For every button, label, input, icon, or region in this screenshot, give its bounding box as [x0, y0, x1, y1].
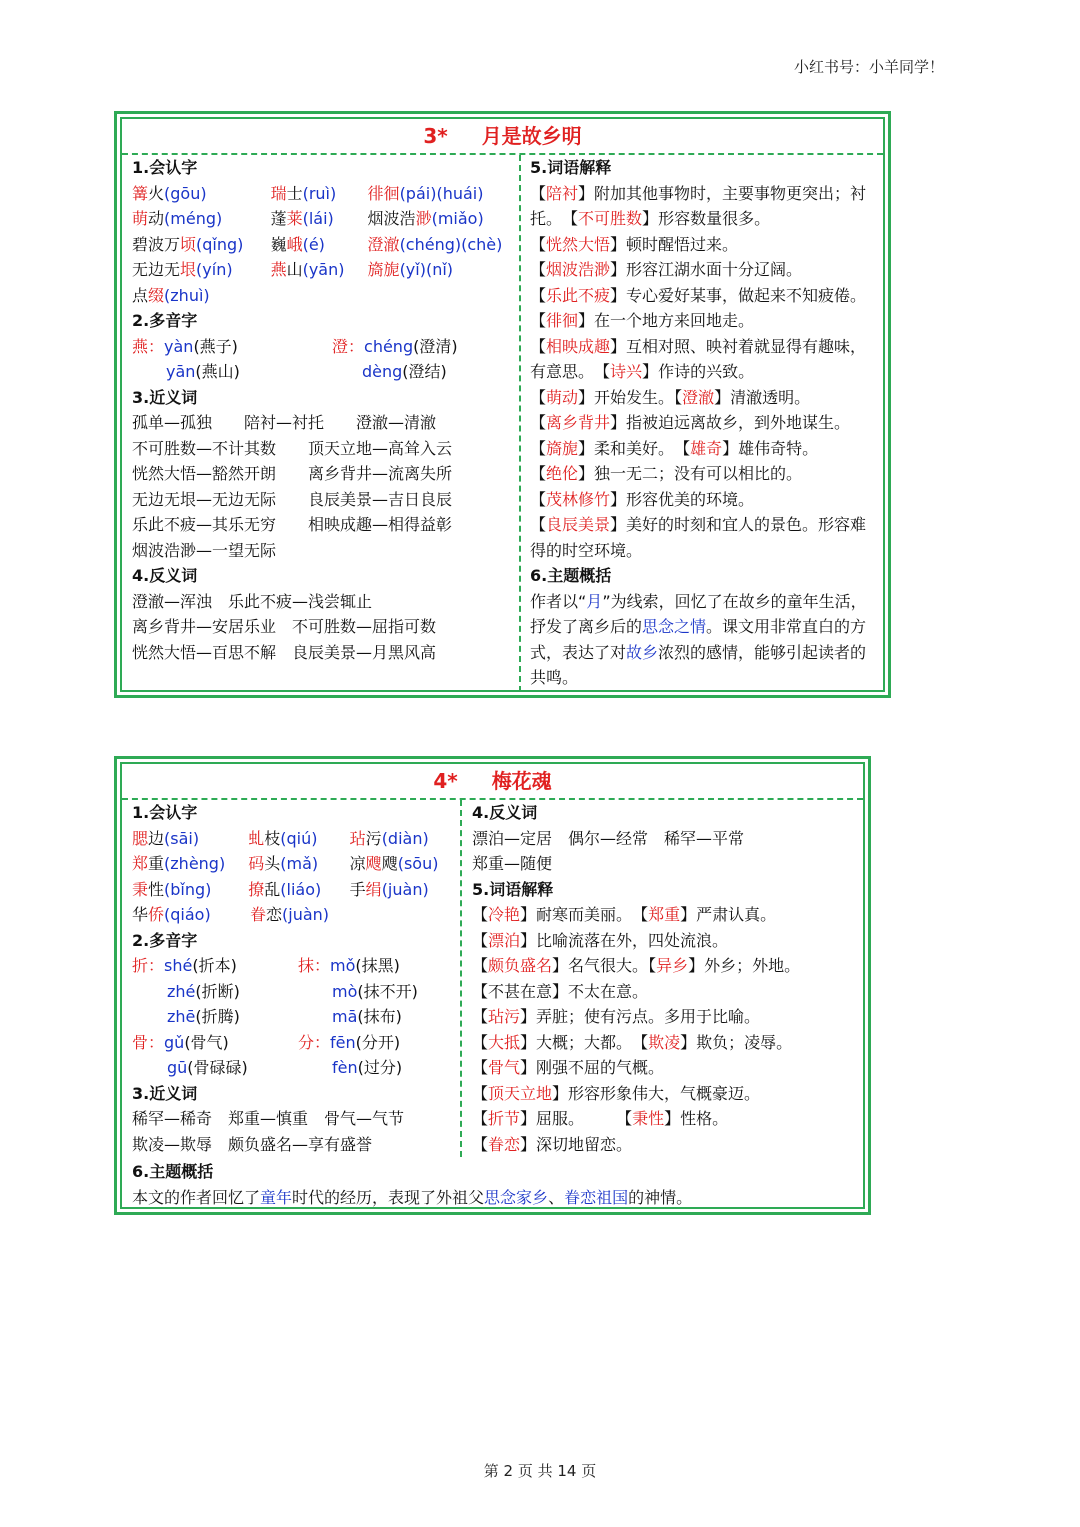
new-char: 侨 [148, 905, 165, 924]
lesson4-recognize-chars [132, 826, 458, 928]
definition: 【绝伦】独一无二；没有可以相比的。 [530, 464, 803, 483]
synonym-line: 恍然大悟—豁然开朗 离乡背井—流离失所 [132, 464, 453, 483]
new-char: 莱 [286, 209, 303, 228]
new-char: 绢 [365, 879, 382, 899]
lesson3-card [114, 111, 891, 698]
pinyin: (zhuì) [164, 285, 210, 305]
pinyin: (é) [302, 234, 325, 254]
char-row [132, 283, 516, 309]
definition: 【折节】屈服。 【秉性】性格。 [472, 1109, 729, 1128]
lesson3-theme: 作者以“月”为线索，回忆了在故乡的童年生活，抒发了离乡后的思念之情。课文用非常直白的方式，表达了对故乡浓烈的感情，能够引起读者的共鸣。 [530, 591, 867, 687]
lesson3-synonyms [132, 410, 516, 563]
lesson3-antonyms [132, 589, 516, 666]
char-item [248, 851, 349, 877]
char-suffix: 飕 [381, 854, 398, 873]
char-prefix: 无边无 [132, 260, 181, 279]
antonym-line: 澄澈—浑浊 乐此不疲—浅尝辄止 [132, 591, 373, 611]
char-item [132, 902, 250, 928]
definition: 【萌动】开始发生。【澄澈】清澈透明。 [530, 387, 811, 407]
definition: 【烟波浩渺】形容江湖水面十分辽阔。 [530, 260, 803, 279]
pinyin: (sāi) [164, 828, 200, 848]
char-prefix: 碧波万 [132, 234, 181, 254]
pinyin: (yín) [196, 260, 233, 279]
char-suffix: 性 [148, 879, 165, 899]
char-suffix: 山 [286, 260, 303, 279]
char-item [271, 257, 368, 283]
char-item [132, 206, 271, 232]
section-heading: 6.主题概括 [530, 566, 612, 585]
polyphone-row: zhé(折断) mò(抹不开) [167, 981, 418, 1001]
lesson4-title [122, 764, 863, 800]
char-suffix: 头 [264, 854, 281, 873]
new-char: 燕 [270, 260, 287, 279]
polyphone-row [132, 334, 516, 360]
pinyin: chéng [364, 336, 414, 356]
new-char: 篝 [132, 183, 149, 203]
definition: 【顶天立地】形容形象伟大，气概豪迈。 [472, 1083, 761, 1103]
new-char: 旖旎 [367, 260, 400, 279]
char-item [132, 181, 271, 207]
section-heading: 2.多音字 [132, 311, 198, 330]
polyphone-row [132, 359, 516, 385]
synonym-line: 稀罕—稀奇 郑重—慎重 骨气—气节 [132, 1109, 405, 1128]
char-item [248, 826, 349, 852]
char-item [132, 877, 248, 903]
synonym-line: 不可胜数—不计其数 顶天立地—高耸入云 [132, 438, 453, 458]
new-char: 缀 [148, 285, 165, 305]
lesson4-card [114, 756, 871, 1215]
definition: 【相映成趣】互相对照、映衬着就显得有趣味，有意思。 【诗兴】作诗的兴致。 [530, 336, 867, 381]
pinyin: (qiú) [280, 828, 318, 848]
char-row [132, 877, 458, 903]
new-char: 秉 [132, 879, 149, 899]
section-heading: 2.多音字 [132, 930, 198, 950]
new-char: 郑 [132, 854, 149, 873]
definition: 【良辰美景】美好的时刻和宜人的景色。形容难得的时空环境。 [530, 515, 867, 560]
char-item [271, 206, 368, 232]
lesson4-theme: 本文的作者回忆了童年时代的经历，表现了外祖父思念家乡、眷恋祖国的神情。 [132, 1187, 693, 1207]
char-prefix: 华 [132, 905, 149, 924]
definition: 【离乡背井】指被迫远离故乡，到外地谋生。 [530, 413, 851, 432]
lesson3-title-text: 月是故乡明 [481, 124, 582, 148]
char-suffix: 恋 [266, 905, 283, 924]
section-heading: 6.主题概括 [132, 1162, 214, 1181]
char-item [250, 902, 353, 928]
lesson3-divider [519, 155, 521, 692]
lesson3-recognize-chars [132, 181, 516, 309]
lesson4-title-text: 梅花魂 [491, 769, 552, 793]
pinyin: (qiáo) [164, 905, 211, 924]
new-char: 渺 [415, 209, 432, 228]
polyphone-char: 燕： [132, 336, 165, 356]
pinyin: (qǐng) [196, 234, 244, 254]
pinyin: (yān) [302, 260, 345, 279]
pinyin: (juàn) [282, 905, 330, 924]
pinyin: (zhèng) [164, 854, 226, 873]
section-heading: 3.近义词 [132, 387, 198, 407]
pinyin: (mǎ) [280, 854, 319, 873]
pinyin: (liáo) [280, 879, 322, 899]
example-word: (燕山) [195, 362, 240, 381]
synonym-line: 烟波浩渺—一望无际 [132, 540, 277, 560]
pinyin: (ruì) [302, 183, 337, 203]
pinyin: yān [166, 362, 196, 381]
example-word: (澄清) [413, 336, 458, 356]
lesson4-divider [460, 800, 462, 1157]
char-item [271, 232, 368, 258]
char-suffix: 士 [286, 183, 303, 203]
antonym-line: 恍然大悟—百思不解 良辰美景—月黑风高 [132, 642, 437, 662]
definition: 【不甚在意】不太在意。 [472, 981, 649, 1001]
char-prefix: 点 [132, 285, 149, 305]
new-char: 码 [248, 854, 265, 873]
section-heading: 4.反义词 [472, 803, 538, 822]
char-item [132, 826, 248, 852]
char-item [350, 851, 458, 877]
definition: 【漂泊】比喻流落在外，四处流浪。 [472, 930, 729, 950]
definition: 【大抵】大概；大都。 【欺凌】欺负；凌辱。 [472, 1032, 793, 1052]
pinyin: (méng) [164, 209, 223, 228]
definition: 【冷艳】耐寒而美丽。 【郑重】严肃认真。 [472, 905, 777, 924]
pinyin: (diàn) [381, 828, 429, 848]
pinyin: (pái)(huái) [399, 183, 484, 203]
char-row [132, 257, 516, 283]
char-item [271, 181, 368, 207]
definition: 【骨气】刚强不屈的气概。 [472, 1058, 665, 1077]
char-suffix: 火 [148, 183, 165, 203]
antonym-line: 漂泊—定居 偶尔—经常 稀罕—平常 [472, 828, 745, 848]
new-char: 澄澈 [367, 234, 400, 254]
page-header: 小红书号：小羊同学！ [793, 58, 944, 76]
definition: 【眷恋】深切地留恋。 [472, 1134, 633, 1154]
definition: 【玷污】弄脏；使有污点。多用于比喻。 [472, 1007, 761, 1026]
polyphone-row: zhē(折腾) mā(抹布) [167, 1007, 402, 1026]
char-item [350, 877, 458, 903]
definition: 【旖旎】柔和美好。 【雄奇】雄伟奇特。 [530, 438, 819, 458]
char-item [132, 283, 272, 309]
example-word: (燕子) [193, 336, 238, 356]
char-prefix: 蓬 [270, 209, 287, 228]
char-item [368, 232, 516, 258]
polyphone-char: 澄： [332, 336, 365, 356]
example-word: (澄结) [402, 362, 447, 381]
lesson4-synonyms [132, 1106, 458, 1157]
synonym-line: 孤单—孤独 陪衬—衬托 澄澈—清澈 [132, 413, 437, 432]
definition: 【乐此不疲】专心爱好某事，做起来不知疲倦。 【徘徊】在一个地方来回地走。 [530, 285, 875, 330]
char-item [248, 877, 349, 903]
pinyin: (miǎo) [431, 209, 484, 228]
pinyin: (yǐ)(nǐ) [399, 260, 454, 279]
section-heading: 3.近义词 [132, 1083, 198, 1103]
polyphone-row: 骨：gǔ(骨气) 分：fēn(分开) [132, 1032, 401, 1052]
definition: 【恍然大悟】顿时醒悟过来。 [530, 234, 739, 254]
char-row [132, 826, 458, 852]
lesson4-right-column [466, 800, 866, 1157]
char-item [368, 206, 516, 232]
lesson4-antonyms [472, 826, 866, 877]
new-char: 徘徊 [367, 183, 400, 203]
new-char: 飕 [365, 854, 382, 873]
char-suffix: 枝 [264, 828, 281, 848]
char-item [368, 257, 516, 283]
synonym-line: 乐此不疲—其乐无穷 相映成趣—相得益彰 [132, 515, 453, 534]
char-item [368, 181, 516, 207]
lesson3-right-column [524, 155, 886, 691]
new-char: 瑞 [270, 183, 287, 203]
antonym-line: 离乡背井—安居乐业 不可胜数—屈指可数 [132, 617, 437, 636]
new-char: 撩 [248, 879, 265, 899]
new-char: 萌 [132, 209, 149, 228]
pinyin: yàn [164, 336, 194, 356]
char-prefix: 凉 [349, 854, 366, 873]
pinyin: (lái) [302, 209, 334, 228]
section-heading: 5.词语解释 [530, 158, 612, 177]
char-row [132, 902, 458, 928]
char-row [132, 206, 516, 232]
char-item [132, 851, 248, 877]
char-item [350, 826, 458, 852]
pinyin: dèng [362, 362, 403, 381]
section-heading: 1.会认字 [132, 803, 198, 822]
pinyin: (bǐng) [164, 879, 212, 899]
char-row [132, 232, 516, 258]
char-suffix: 边 [148, 828, 165, 848]
char-row [132, 181, 516, 207]
pinyin: (sōu) [397, 854, 439, 873]
new-char: 玷 [349, 828, 366, 848]
definition: 【茂林修竹】形容优美的环境。 [530, 489, 755, 509]
char-prefix: 烟波浩 [367, 209, 416, 228]
definition: 【颇负盛名】名气很大。【异乡】外乡；外地。 [472, 956, 801, 975]
new-char: 垠 [180, 260, 197, 279]
char-item [132, 257, 271, 283]
section-heading: 1.会认字 [132, 158, 198, 177]
pinyin: (gōu) [164, 183, 207, 203]
char-suffix: 动 [148, 209, 165, 228]
synonym-line: 无边无垠—无边无际 良辰美景—吉日良辰 [132, 489, 453, 509]
section-heading: 5.词语解释 [472, 879, 554, 899]
page-footer: 第 2 页 共 14 页 [483, 1462, 597, 1480]
lesson4-theme-block [126, 1159, 866, 1210]
char-prefix: 手 [349, 879, 366, 899]
pinyin: (chéng)(chè) [399, 234, 503, 254]
antonym-line: 郑重—随便 [472, 854, 553, 873]
char-suffix: 乱 [264, 879, 281, 899]
new-char: 虬 [248, 828, 265, 848]
lesson4-number: 4* [433, 769, 458, 793]
char-item [132, 232, 271, 258]
new-char: 眷 [250, 905, 267, 924]
char-prefix: 巍 [270, 234, 287, 254]
lesson3-title [122, 119, 883, 155]
new-char: 峨 [286, 234, 303, 254]
pinyin: (juàn) [381, 879, 429, 899]
polyphone-row: gū(骨碌碌) fèn(过分) [167, 1058, 403, 1077]
definition: 【陪衬】附加其他事物时，主要事物更突出；衬托。 【不可胜数】形容数量很多。 [530, 183, 867, 228]
lesson4-left-column [126, 800, 458, 1157]
char-row [132, 851, 458, 877]
new-char: 腮 [132, 828, 149, 848]
synonym-line: 欺凌—欺辱 颇负盛名—享有盛誉 [132, 1134, 373, 1154]
polyphone-row: 折：shé(折本) 抹：mǒ(抹黑) [132, 956, 400, 975]
section-heading: 4.反义词 [132, 566, 198, 585]
lesson3-left-column [126, 155, 516, 665]
char-suffix: 重 [148, 854, 165, 873]
char-suffix: 污 [365, 828, 382, 848]
new-char: 顷 [180, 234, 197, 254]
lesson3-number: 3* [423, 124, 448, 148]
